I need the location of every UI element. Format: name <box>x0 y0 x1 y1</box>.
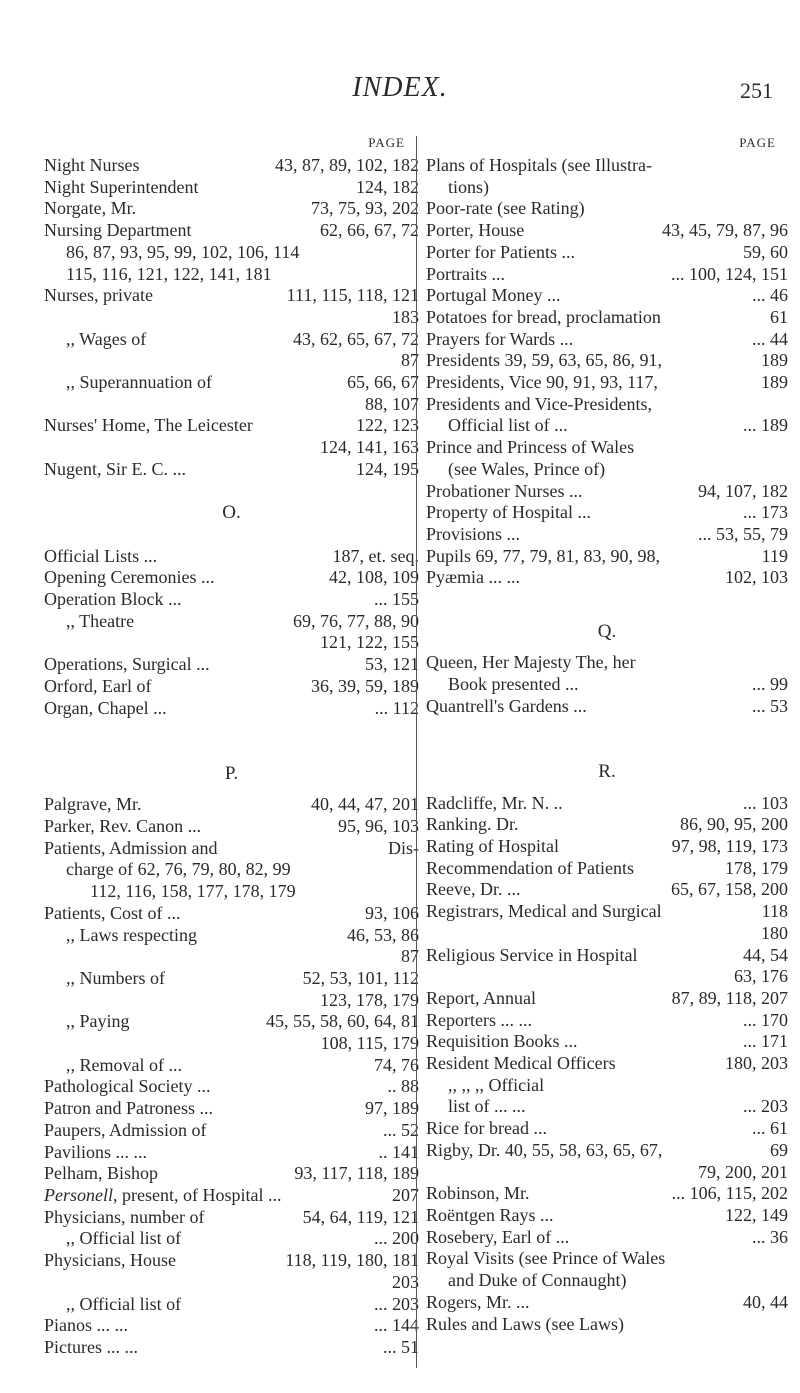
entry-term: Operations, Surgical ... <box>44 654 210 675</box>
index-entry <box>426 285 788 307</box>
entry-pages: 74, 76 <box>374 1054 419 1075</box>
index-entry <box>426 793 788 815</box>
section-letter: O. <box>222 502 241 524</box>
entry-term: Personell, present, of Hospital ... <box>44 1184 282 1205</box>
entry-pages: 102, 103 <box>725 567 788 588</box>
entry-pages: Dis- <box>388 837 419 858</box>
entry-term: Organ, Chapel ... <box>44 697 167 718</box>
index-entry <box>44 654 419 676</box>
entry-term: Official Lists ... <box>44 545 158 566</box>
entry-term: Operation Block ... <box>44 589 182 610</box>
entry-continuation: 87 <box>401 946 419 967</box>
entry-pages: 118 <box>761 901 788 922</box>
index-entry <box>426 1075 788 1097</box>
index-entry: Royal Visits (see Prince of Wales <box>426 1248 666 1269</box>
index-entry <box>426 1053 788 1075</box>
index-entry <box>44 177 419 199</box>
entry-continuation: tions) <box>448 176 490 197</box>
entry-term: Night Nurses <box>44 155 140 175</box>
entry-term: Patients, Admission and <box>44 837 218 858</box>
index-entry: Queen, Her Majesty The, her <box>426 652 636 673</box>
entry-term: Parker, Rev. Canon ... <box>44 816 202 837</box>
entry-term: ,, ,, ,, Official <box>448 1074 545 1095</box>
index-entry <box>44 1228 419 1250</box>
index-entry <box>426 1096 788 1118</box>
entry-pages: 73, 75, 93, 202 <box>311 198 419 219</box>
index-entry <box>44 794 419 816</box>
index-entry <box>44 1076 419 1098</box>
entry-pages: ... 103 <box>743 792 788 813</box>
entry-continuation: 180 <box>761 922 788 943</box>
entry-pages: ... 36 <box>752 1226 788 1247</box>
spacer <box>44 784 419 794</box>
entry-term: Rigby, Dr. 40, 55, 58, 63, 65, 67, <box>426 1139 663 1160</box>
index-entry: Rules and Laws (see Laws) <box>426 1313 624 1334</box>
entry-term: Pianos ... ... <box>44 1315 129 1336</box>
entry-term: ,, Superannuation of <box>66 372 212 393</box>
section-letter: R. <box>598 760 616 782</box>
entry-pages: 124, 195 <box>356 458 419 479</box>
index-entry: Presidents and Vice-Presidents, <box>426 393 653 414</box>
entry-pages: ... 173 <box>743 502 788 523</box>
entry-pages: ... 189 <box>743 415 788 436</box>
entry-pages: ... 112 <box>374 697 419 718</box>
index-entry <box>44 546 419 568</box>
index-entry <box>426 502 788 524</box>
index-entry <box>426 524 788 546</box>
index-entry <box>44 220 419 242</box>
entry-term: list of ... ... <box>448 1096 526 1117</box>
entry-term: Quantrell's Gardens ... <box>426 695 587 716</box>
entry-term: Night Superintendent <box>44 176 199 197</box>
entry-continuation: 108, 115, 179 <box>320 1033 419 1054</box>
entry-term: Nursing Department <box>44 220 192 241</box>
entry-term: Physicians, House <box>44 1250 176 1271</box>
entry-term: Porter, House <box>426 220 525 241</box>
index-entry <box>44 1250 419 1272</box>
index-entry <box>426 1227 788 1249</box>
entry-term: Pupils 69, 77, 79, 81, 83, 90, 98, <box>426 545 661 566</box>
index-entry <box>44 567 419 589</box>
entry-pages: 118, 119, 180, 181 <box>285 1250 419 1271</box>
entry-pages: 52, 53, 101, 112 <box>302 967 419 988</box>
entry-term: Presidents 39, 59, 63, 65, 86, 91, <box>426 350 662 371</box>
spacer <box>44 741 419 763</box>
entry-pages: 40, 44, 47, 201 <box>311 794 419 815</box>
entry-pages: 93, 106 <box>365 902 419 923</box>
entry-pages: 62, 66, 67, 72 <box>320 220 419 241</box>
index-entry <box>426 1183 788 1205</box>
index-entry <box>44 1098 419 1120</box>
entry-pages: 178, 179 <box>725 857 788 878</box>
entry-term: Rating of Hospital <box>426 836 559 857</box>
entry-term: ,, Laws respecting <box>66 924 197 945</box>
entry-term: Palgrave, Mr. <box>44 794 142 815</box>
index-entry <box>44 459 419 481</box>
entry-term: Portugal Money ... <box>426 285 561 306</box>
entry-term: Rogers, Mr. ... <box>426 1291 530 1312</box>
entry-term: ,, Official list of <box>66 1228 182 1249</box>
entry-term: Nurses, private <box>44 285 153 306</box>
index-entry <box>44 968 419 990</box>
index-entry <box>426 350 788 372</box>
entry-pages: .. 88 <box>387 1076 419 1097</box>
index-entry <box>426 220 788 242</box>
entry-term: Pavilions ... ... <box>44 1141 148 1162</box>
entry-term: Ranking. Dr. <box>426 814 519 835</box>
index-entry <box>44 415 419 437</box>
page-column-label: PAGE <box>739 135 776 150</box>
entry-term: ,, Numbers of <box>66 967 165 988</box>
spacer <box>426 589 788 611</box>
entry-pages: ... 203 <box>743 1096 788 1117</box>
spacer <box>44 524 419 546</box>
entry-term: Physicians, number of <box>44 1206 205 1227</box>
entry-pages: ... 106, 115, 202 <box>671 1183 788 1204</box>
entry-pages: ... 61 <box>752 1118 788 1139</box>
entry-term: Potatoes for bread, proclamation <box>426 306 661 327</box>
entry-term: Opening Ceremonies ... <box>44 567 215 588</box>
entry-pages: 45, 55, 58, 60, 64, 81 <box>266 1011 419 1032</box>
index-entry <box>44 1163 419 1185</box>
entry-continuation: 121, 122, 155 <box>320 632 419 653</box>
entry-continuation: 123, 178, 179 <box>320 989 419 1010</box>
index-entry <box>426 674 788 696</box>
index-entry <box>44 1207 419 1229</box>
entry-continuation: 63, 176 <box>734 966 788 987</box>
index-entry: Plans of Hospitals (see Illustra- <box>426 155 652 175</box>
entry-continuation: 124, 141, 163 <box>320 437 419 458</box>
index-entry <box>44 1055 419 1077</box>
index-entry <box>426 1292 788 1314</box>
entry-pages: ... 44 <box>752 328 788 349</box>
index-entry <box>44 838 419 860</box>
entry-pages: 43, 62, 65, 67, 72 <box>293 328 419 349</box>
entry-term: Nugent, Sir E. C. ... <box>44 458 186 479</box>
index-entry <box>44 1337 419 1359</box>
entry-term: Recommendation of Patients <box>426 857 634 878</box>
entry-term: Robinson, Mr. <box>426 1183 530 1204</box>
entry-term: ,, Paying <box>66 1011 130 1032</box>
index-entry <box>44 859 419 881</box>
entry-term: ,, Wages of <box>66 328 147 349</box>
entry-pages: 54, 64, 119, 121 <box>302 1206 419 1227</box>
index-entry <box>426 567 788 589</box>
index-entry <box>44 1142 419 1164</box>
entry-pages: ... 155 <box>374 589 419 610</box>
index-entry <box>426 879 788 901</box>
entry-pages: ... 53 <box>752 695 788 716</box>
page-number: 251 <box>740 78 773 103</box>
index-entry <box>44 925 419 947</box>
entry-continuation: 79, 200, 201 <box>698 1161 788 1182</box>
index-entry <box>44 155 419 177</box>
entry-pages: 189 <box>761 372 788 393</box>
entry-term: Registrars, Medical and Surgical <box>426 901 662 922</box>
entry-term: Reporters ... ... <box>426 1009 532 1030</box>
entry-pages: ... 200 <box>374 1228 419 1249</box>
spacer <box>426 739 788 761</box>
entry-pages: 180, 203 <box>725 1053 788 1074</box>
entry-pages: 43, 87, 89, 102, 182 <box>275 155 419 175</box>
index-entry <box>426 696 788 718</box>
index-entry <box>426 858 788 880</box>
entry-term: Orford, Earl of <box>44 675 152 696</box>
index-entry <box>426 1031 788 1053</box>
spacer <box>44 481 419 503</box>
entry-pages: 87, 89, 118, 207 <box>671 987 788 1008</box>
entry-pages: 65, 67, 158, 200 <box>671 879 788 900</box>
entry-pages: ... 52 <box>383 1119 419 1140</box>
entry-pages: 97, 98, 119, 173 <box>671 836 788 857</box>
index-entry <box>426 546 788 568</box>
index-entry: Poor-rate (see Rating) <box>426 198 585 219</box>
entry-pages: 69, 76, 77, 88, 90 <box>293 610 419 631</box>
entry-pages: 122, 123 <box>356 415 419 436</box>
entry-pages: 42, 108, 109 <box>329 567 419 588</box>
running-head: INDEX. <box>352 72 448 103</box>
index-entry: Prince and Princess of Wales <box>426 437 635 458</box>
entry-term: Report, Annual <box>426 987 536 1008</box>
spacer <box>44 719 419 741</box>
entry-pages: ... 144 <box>374 1315 419 1336</box>
index-entry <box>44 816 419 838</box>
entry-pages: 94, 107, 182 <box>698 480 788 501</box>
index-entry <box>426 372 788 394</box>
entry-continuation: 87 <box>401 350 419 371</box>
entry-term: Rice for bread ... <box>426 1118 547 1139</box>
index-entry <box>44 198 419 220</box>
index-entry <box>426 1205 788 1227</box>
entry-pages: 53, 121 <box>365 654 419 675</box>
entry-pages: 69 <box>770 1139 788 1160</box>
spacer <box>426 611 788 621</box>
index-entry <box>426 901 788 923</box>
entry-term: Portraits ... <box>426 263 505 284</box>
entry-term: Patients, Cost of ... <box>44 902 181 923</box>
entry-term: Provisions ... <box>426 523 521 544</box>
entry-term: Pyæmia ... ... <box>426 567 521 588</box>
index-entry <box>426 1010 788 1032</box>
entry-term: Paupers, Admission of <box>44 1119 207 1140</box>
entry-term: Norgate, Mr. <box>44 198 137 219</box>
spacer <box>426 718 788 740</box>
entry-term: Book presented ... <box>448 674 579 695</box>
column-divider <box>416 136 417 1368</box>
index-entry <box>426 242 788 264</box>
entry-term: Requisition Books ... <box>426 1031 578 1052</box>
entry-term: ,, Official list of <box>66 1293 182 1314</box>
entry-pages: ... 53, 55, 79 <box>698 523 788 544</box>
index-entry <box>44 285 419 307</box>
index-entry <box>44 1011 419 1033</box>
entry-pages: 93, 117, 118, 189 <box>294 1163 419 1184</box>
entry-continuation: 203 <box>392 1271 419 1292</box>
index-entry <box>426 1140 788 1162</box>
entry-pages: ... 171 <box>743 1031 788 1052</box>
entry-pages: 111, 115, 118, 121 <box>286 285 419 306</box>
index-entry <box>426 481 788 503</box>
index-entry <box>44 698 419 720</box>
entry-pages: 95, 96, 103 <box>338 816 419 837</box>
index-entry <box>44 329 419 351</box>
entry-term: Rosebery, Earl of ... <box>426 1226 570 1247</box>
entry-continuation: and Duke of Connaught) <box>448 1270 627 1291</box>
entry-term: Presidents, Vice 90, 91, 93, 117, <box>426 372 658 393</box>
index-entry <box>44 676 419 698</box>
entry-continuation: 115, 116, 121, 122, 141, 181 <box>66 263 272 284</box>
entry-pages: ... 51 <box>383 1336 419 1357</box>
entry-pages: 36, 39, 59, 189 <box>311 675 419 696</box>
entry-pages: 46, 53, 86 <box>347 924 419 945</box>
entry-pages: ... 100, 124, 151 <box>671 263 788 284</box>
spacer <box>426 783 788 793</box>
index-entry <box>426 945 788 967</box>
entry-pages: 59, 60 <box>743 241 788 262</box>
entry-term: Reeve, Dr. ... <box>426 879 521 900</box>
entry-term: Probationer Nurses ... <box>426 480 583 501</box>
index-entry <box>426 814 788 836</box>
entry-term: Pelham, Bishop <box>44 1163 159 1184</box>
index-column-left <box>44 135 419 1359</box>
section-letter: P. <box>224 762 239 784</box>
section-letter: Q. <box>597 620 617 642</box>
index-entry <box>426 329 788 351</box>
entry-pages: 187, et. seq. <box>332 545 419 566</box>
entry-continuation: (see Wales, Prince of) <box>448 458 606 479</box>
entry-term: Religious Service in Hospital <box>426 944 638 965</box>
spacer <box>426 642 788 652</box>
entry-term: Official list of ... <box>448 415 568 436</box>
entry-pages: 122, 149 <box>725 1205 788 1225</box>
index-entry <box>44 1315 419 1337</box>
entry-pages: 40, 44 <box>743 1291 788 1312</box>
entry-pages: ... 46 <box>752 285 788 306</box>
entry-pages: ... 203 <box>374 1293 419 1314</box>
index-entry <box>426 264 788 286</box>
index-column-right <box>426 135 788 1335</box>
entry-term: ,, Removal of ... <box>66 1054 182 1075</box>
entry-pages: 189 <box>761 350 788 371</box>
entry-pages: 124, 182 <box>356 176 419 197</box>
entry-pages: 61 <box>770 306 788 327</box>
index-entry <box>44 372 419 394</box>
index-entry <box>44 1185 419 1207</box>
entry-pages: 65, 66, 67 <box>347 372 419 393</box>
entry-term: Porter for Patients ... <box>426 241 575 262</box>
entry-term: Radcliffe, Mr. N. .. <box>426 792 563 813</box>
entry-term: Prayers for Wards ... <box>426 328 574 349</box>
index-entry <box>44 903 419 925</box>
entry-term: Nurses' Home, The Leicester <box>44 415 253 436</box>
entry-pages: ... 99 <box>752 674 788 695</box>
index-entry <box>44 1294 419 1316</box>
page-column-label: PAGE <box>368 135 405 150</box>
entry-continuation: 86, 87, 93, 95, 99, 102, 106, 114 <box>66 241 300 262</box>
entry-term: Property of Hospital ... <box>426 502 591 523</box>
entry-pages: ... 170 <box>743 1009 788 1030</box>
entry-pages: 207 <box>392 1184 419 1205</box>
entry-pages: 43, 45, 79, 87, 96 <box>662 220 788 241</box>
index-entry <box>426 836 788 858</box>
index-entry <box>44 589 419 611</box>
index-entry <box>426 988 788 1010</box>
entry-continuation: 88, 107 <box>365 393 419 414</box>
entry-term: Patron and Patroness ... <box>44 1098 213 1119</box>
entry-pages: 119 <box>761 545 788 566</box>
index-entry <box>426 415 788 437</box>
entry-term: Pictures ... ... <box>44 1336 138 1357</box>
entry-term: charge of 62, 76, 79, 80, 82, 99 <box>66 859 291 880</box>
entry-term: Pathological Society ... <box>44 1076 211 1097</box>
entry-continuation: 112, 116, 158, 177, 178, 179 <box>90 881 296 902</box>
entry-pages: .. 141 <box>378 1141 419 1162</box>
index-entry <box>426 1118 788 1140</box>
entry-pages: 44, 54 <box>743 944 788 965</box>
index-entry <box>426 307 788 329</box>
entry-term: Roëntgen Rays ... <box>426 1205 554 1225</box>
entry-pages: 97, 189 <box>365 1098 419 1119</box>
index-entry <box>44 611 419 633</box>
entry-pages: 86, 90, 95, 200 <box>680 814 788 835</box>
entry-continuation: 183 <box>392 306 419 327</box>
entry-term: ,, Theatre <box>66 610 135 631</box>
index-entry <box>44 1120 419 1142</box>
entry-term: Resident Medical Officers <box>426 1053 616 1074</box>
